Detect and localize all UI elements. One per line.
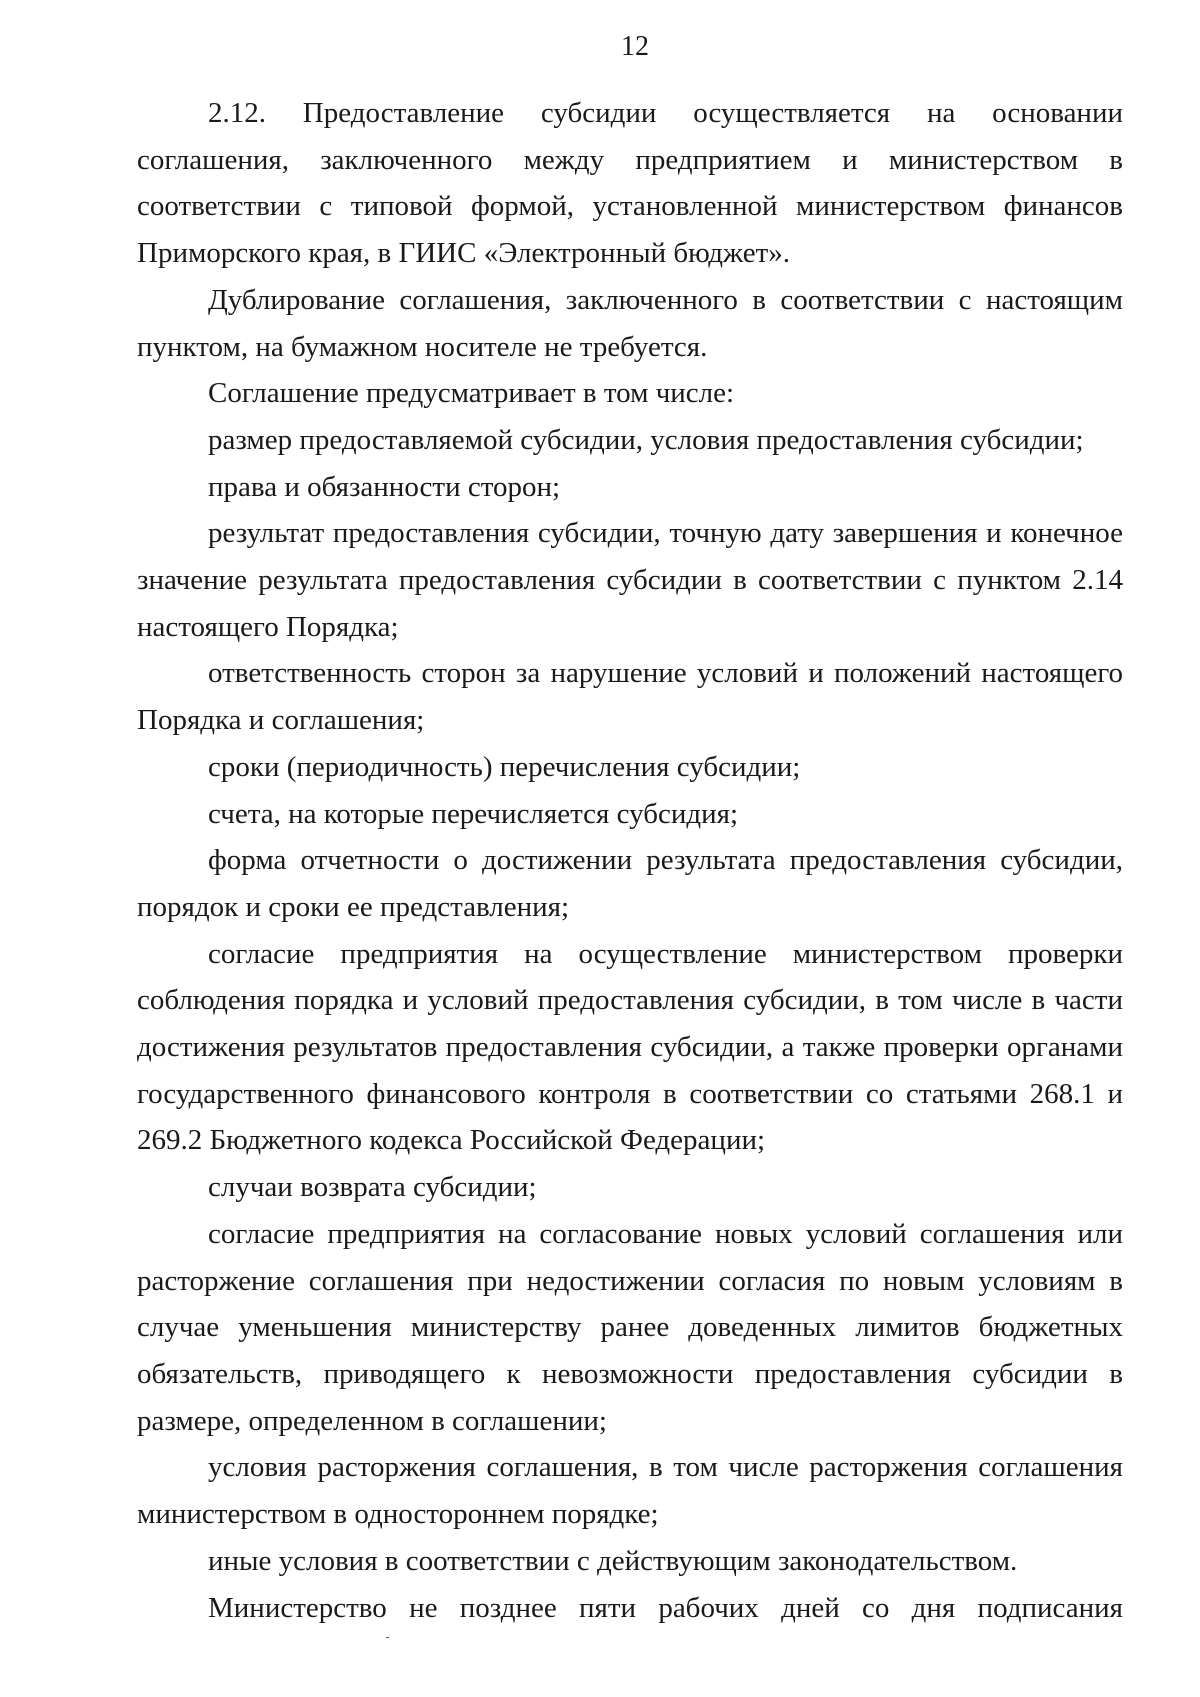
list-item-other-conditions: иные условия в соответствии с действующим законодательством. (208, 1544, 1018, 1577)
list-item-rights: права и обязанности сторон; (208, 470, 561, 503)
paragraph-duplication: Дублирование соглашения, заключенного в соответствии с настоящим пунктом, на бумажном носителе не требуется. (137, 283, 1123, 363)
scan-speck (386, 1637, 389, 1638)
list-item-subsidy-size: размер предоставляемой субсидии, условия предоставления субсидии; (208, 423, 1084, 456)
paragraph-ministry-deadline: Министерство не позднее пяти рабочих дней со дня подписания (208, 1591, 1123, 1624)
document-body (137, 90, 1123, 1631)
paragraph-agreement-intro: Соглашение предусматривает в том числе: (208, 377, 735, 410)
list-item-refund-cases: случаи возврата субсидии; (208, 1171, 537, 1204)
list-item-result: результат предоставления субсидии, точную дату завершения и конечное значение результата предоставления субсидии в соответствии с пунктом 2.14 настоящего Порядка; (137, 517, 1123, 643)
list-item-transfer-terms: сроки (периодичность) перечисления субсидии; (208, 750, 801, 783)
list-item-accounts: счета, на которые перечисляется субсидия; (208, 797, 739, 830)
list-item-responsibility: ответственность сторон за нарушение условий и положений настоящего Порядка и соглашения; (137, 657, 1123, 737)
paragraph-2-12: 2.12. Предоставление субсидии осуществляется на основании соглашения, заключенного между предприятием и министерством в соответствии с типовой формой, установленной министерством финансов Приморского края, в ГИИС «Электронный бюджет». (137, 97, 1123, 270)
page-number: 12 (621, 31, 649, 62)
list-item-new-conditions-consent: согласие предприятия на согласование новых условий соглашения или расторжение соглашения при недостижении согласия по новым условиям в случае уменьшения министерству ранее доведенных лимитов бюджетных обязательств, приводящего к невозможности предоставления субсидии в размере, определенном в соглашении; (137, 1217, 1123, 1437)
list-item-inspection-consent: согласие предприятия на осуществление министерством проверки соблюдения порядка и условий предоставления субсидии, в том числе в части достижения результатов предоставления субсидии, а также проверки органами государственного финансового контроля в соответствии со статьями 268.1 и 269.2 Бюджетного кодекса Российской Федерации; (137, 937, 1123, 1157)
list-item-termination: условия расторжения соглашения, в том числе расторжения соглашения министерством в одностороннем порядке; (137, 1451, 1123, 1531)
list-item-reporting-form: форма отчетности о достижении результата предоставления субсидии, порядок и сроки ее представления; (137, 844, 1123, 923)
